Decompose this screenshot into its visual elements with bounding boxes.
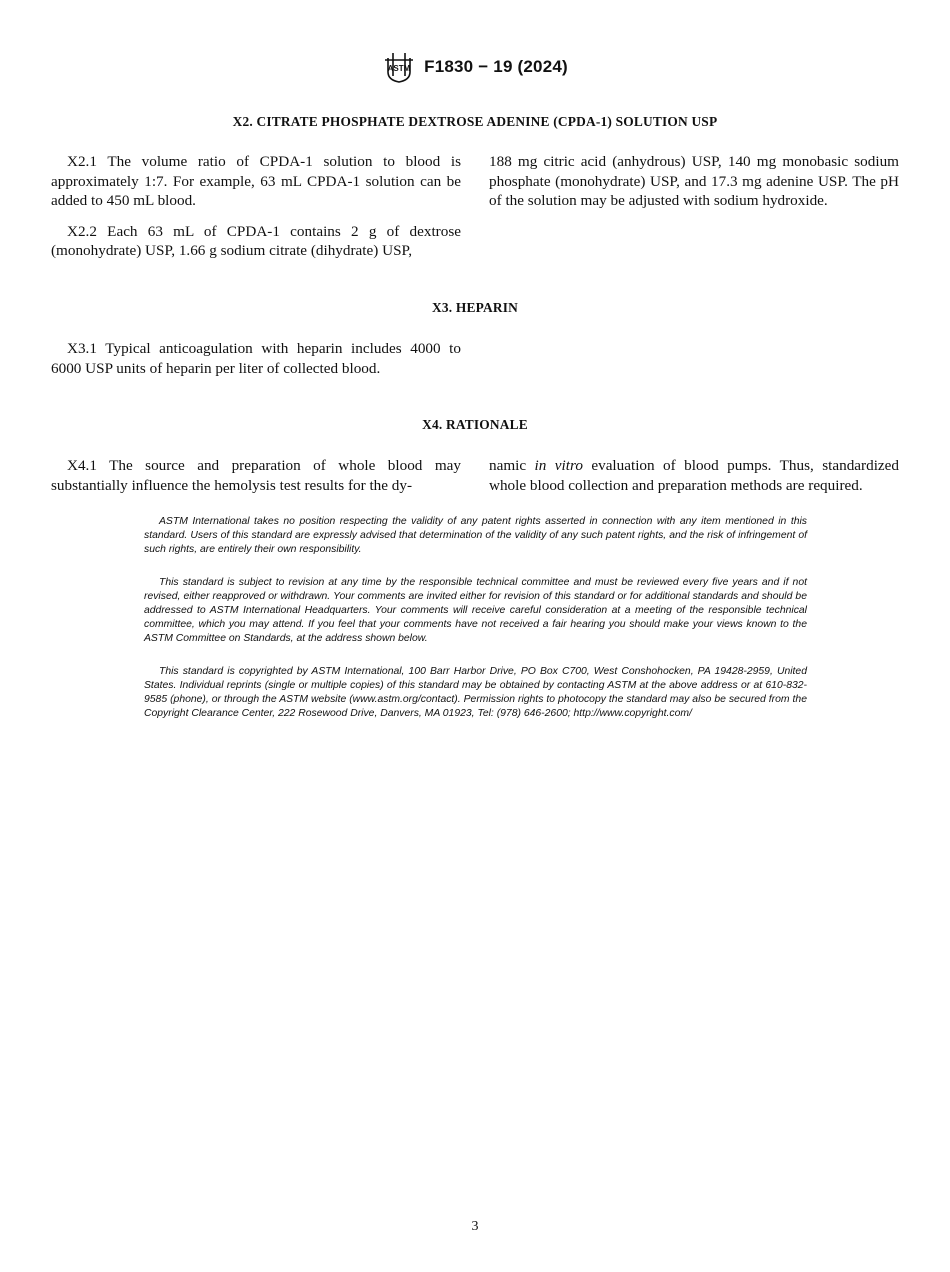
paragraph-x4-1-continued <box>489 456 899 495</box>
x4-cont-text-a: namic <box>489 457 535 474</box>
section-x4-left-column <box>51 456 461 506</box>
document-id: F1830 − 19 (2024) <box>424 57 568 76</box>
paragraph-x2-1: X2.1 The volume ratio of CPDA-1 solution to blood is approximately 1:7. For example, 63 mL CPDA-1 solution can be added to 450 mL blood. <box>51 153 461 209</box>
section-x2-title: X2. CITRATE PHOSPHATE DEXTROSE ADENINE (CPDA-1) SOLUTION USP <box>232 114 718 129</box>
notice-copyright <box>144 665 807 721</box>
page-number: 3 <box>471 1219 479 1234</box>
x4-cont-italic: in vitro <box>534 457 583 474</box>
x4-cont-text-b: evaluation of blood pumps. Thus, standardized whole blood collection and preparation methods are required. <box>489 457 899 494</box>
notice-patent <box>144 515 807 557</box>
page-header <box>0 50 950 89</box>
notice-revision <box>144 576 807 646</box>
section-x4-right-column <box>489 456 899 506</box>
astm-logo-text: ASTM <box>387 64 411 73</box>
notice-copyright-text: This standard is copyrighted by ASTM International, 100 Barr Harbor Drive, PO Box C700, West Conshohocken, PA 19428-2959, United States. Individual reprints (single or multiple copies) of this standard may be obtained by contacting ASTM at the above address or at 610-832-9585 (phone), or through the ASTM website (www.astm.org/contact). Permission rights to photocopy the standard may also be secured from the Copyright Clearance Center, 222 Rosewood Drive, Danvers, MA 01923, Tel: (978) 646-2600; http://www.copyright.com/ <box>144 666 807 719</box>
paragraph-x4-1: X4.1 The source and preparation of whole blood may substantially influence the hemolysis test results for the dy- <box>51 457 461 494</box>
section-x2-right-column <box>489 152 899 222</box>
notice-revision-text: This standard is subject to revision at any time by the responsible technical committee and must be reviewed every five years and if not revised, either reapproved or withdrawn. Your comments are invited either for revision of this standard or for additional standards and should be addressed to ASTM International Headquarters. Your comments will receive careful consideration at a meeting of the responsible technical committee, which you may attend. If you feel that your comments have not received a fair hearing you should make your views known to the ASTM Committee on Standards, at the address shown below. <box>144 577 807 644</box>
notice-patent-text: ASTM International takes no position respecting the validity of any patent rights asserted in connection with any item mentioned in this standard. Users of this standard are expressly advised that determination of the validity of any such patent rights, and the risk of infringement of such rights, are entirely their own responsibility. <box>144 516 807 555</box>
paragraph-x3-1: X3.1 Typical anticoagulation with heparin includes 4000 to 6000 USP units of heparin per liter of collected blood. <box>51 340 461 377</box>
section-x2-left-column <box>51 152 461 272</box>
paragraph-x2-2: X2.2 Each 63 mL of CPDA-1 contains 2 g of dextrose (monohydrate) USP, 1.66 g sodium citrate (dihydrate) USP, <box>51 222 461 259</box>
astm-logo-icon <box>382 50 416 84</box>
paragraph-x2-2-continued: 188 mg citric acid (anhydrous) USP, 140 mg monobasic sodium phosphate (monohydrate) USP, and 17.3 mg adenine USP. The pH of the solution may be adjusted with sodium hydroxide. <box>489 153 899 209</box>
section-x3-title: X3. HEPARIN <box>431 300 518 315</box>
section-x3-left-column <box>51 339 461 389</box>
section-x4-title: X4. RATIONALE <box>422 417 528 432</box>
